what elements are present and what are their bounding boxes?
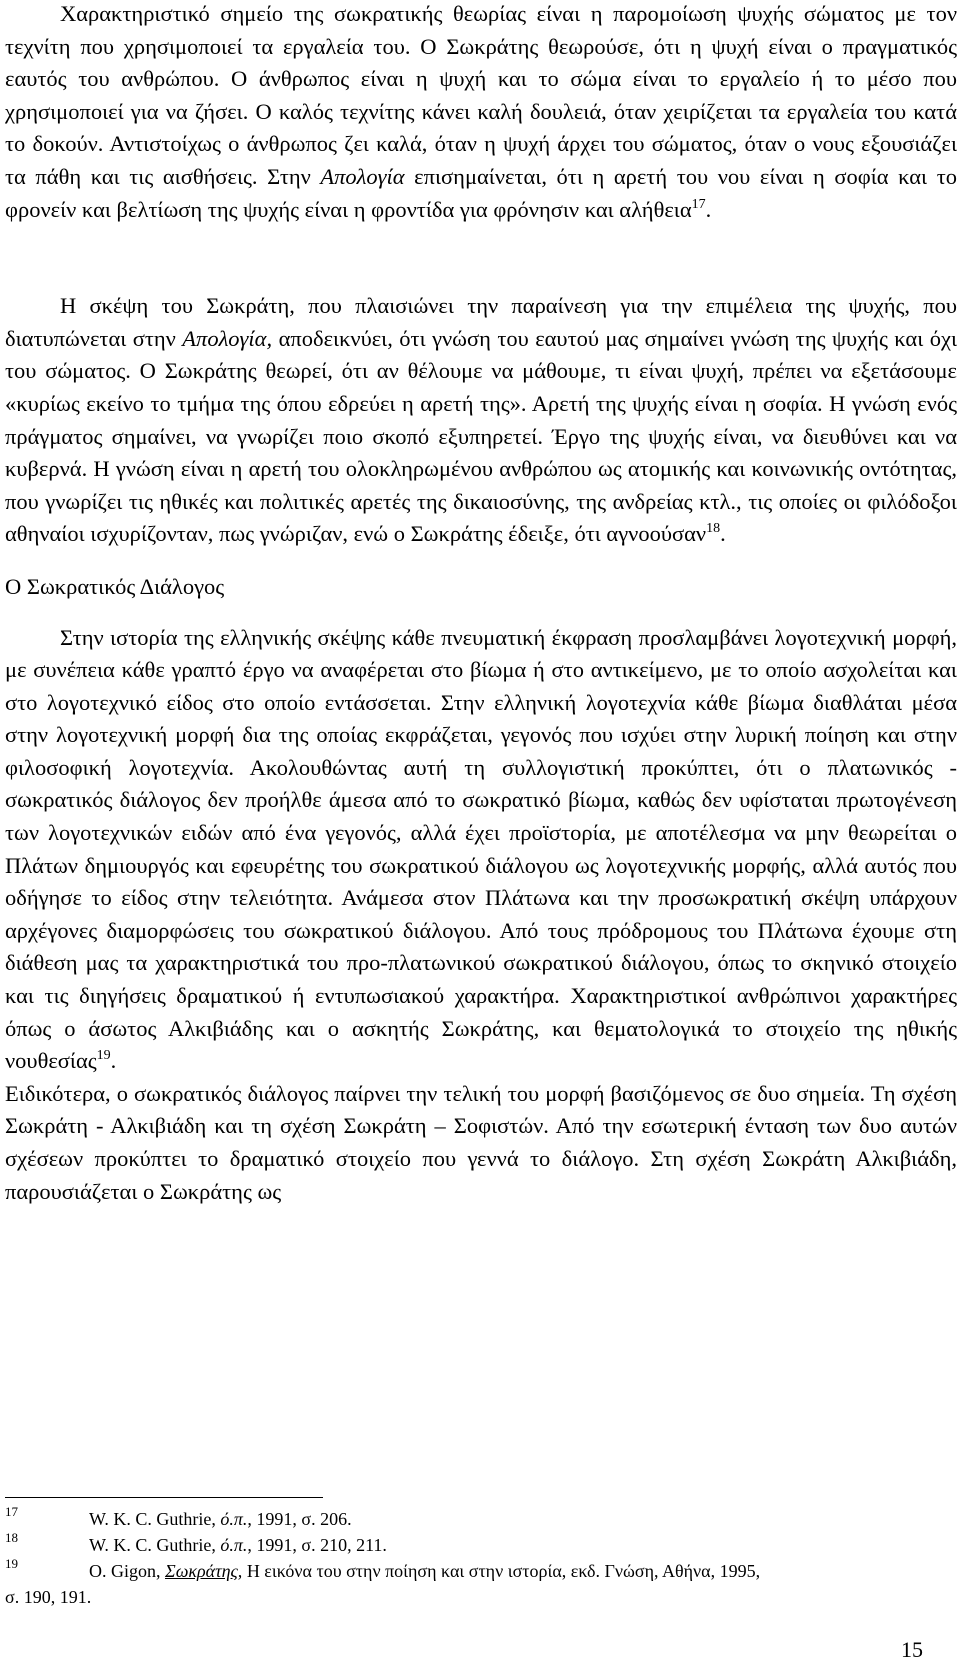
footnote-continuation: σ. 190, 191. [5,1587,92,1607]
paragraph: Χαρακτηριστικό σημείο της σωκρατικής θεωρίας είναι η παρομοίωση ψυχής σώματος με τον τεχνίτη που χρησιμοποιεί τα εργαλεία του. Ο Σωκράτης θεωρούσε, ότι η ψυχή είναι ο πραγματικός εαυτός του ανθρώπου. Ο άνθρωπος είναι η ψυχή και το σώμα είναι το εργαλείο ή το μέσο που χρησιμοποιεί για να ζήσει. Ο καλός τεχνίτης κάνει καλή δουλειά, όταν χειρίζεται τα εργαλεία του κατά το δοκούν. Αντιστοίχως ο άνθρωπος ζει καλά, όταν η ψυχή άρχει του σώματος, όταν ο νους εξουσιάζει τα πάθη και τις αισθήσεις. Στην Απολογία επισημαίνεται, ότι η αρετή του νου είναι η σοφία και το φρονείν και βελτίωση της ψυχής είναι η φροντίδα για φρόνησιν και αλήθεια$^{17}$. [5,1,957,222]
footnote-number: 19 [5,1556,18,1571]
footnote: 18 W. K. C. Guthrie, ό.π., 1991, σ. 210, 211. [5,1532,950,1558]
italic-title: Απολογία [320,163,405,189]
footnote-separator [5,1497,323,1498]
italic-title: Απολογία, [182,325,273,351]
footnote-ref[interactable]: 18 [706,521,721,537]
main-text [5,0,957,1208]
footnote-ref[interactable]: 17 [691,196,706,212]
paragraph: Ειδικότερα, ο σωκρατικός διάλογος παίρνει την τελική του μορφή βασιζόμενος σε δυο σημεία. Τη σχέση Σωκράτη - Αλκιβιάδη και τη σχέση Σωκράτη – Σοφιστών. Από την εσωτερική ένταση των δυο αυτών σχέσεων προκύπτει το δραματικό στοιχείο που γεννά το διάλογο. Στη σχέση Σωκράτη Αλκιβιάδη, παρουσιάζεται ο Σωκράτης ως [5,1080,957,1204]
footnote-number: 18 [5,1530,18,1545]
paragraph: Στην ιστορία της ελληνικής σκέψης κάθε πνευματική έκφραση προσλαμβάνει λογοτεχνική μορφή, με συνέπεια κάθε γραπτό έργο να αναφέρεται στο βίωμα ή στο αντικείμενο, με το οποίο ασχολείται και στο λογοτεχνικό είδος στο οποίο εντάσσεται. Στην ελληνική λογοτεχνία κάθε βίωμα διαθλάται μέσα στην λογοτεχνική μορφή δια της οποίας εκφράζεται, γεγονός που ισχύει στην λυρική ποίηση και στην φιλοσοφική λογοτεχνία. Ακολουθώντας αυτή τη συλλογιστική προκύπτει, ότι ο πλατωνικός - σωκρατικός διάλογος δεν προήλθε άμεσα από το σωκρατικό βίωμα, καθώς δεν υφίσταται πρωτογένεση των λογοτεχνικών ειδών από ένα γεγονός, αλλά έχει προϊστορία, με αποτέλεσμα να μην θεωρείται ο Πλάτων δημιουργός και εφευρέτης του σωκρατικού διάλογου ως λογοτεχνικής μορφής, αλλά αυτός που οδήγησε το είδος στην τελειότητα. Ανάμεσα στον Πλάτωνα και την προσωκρατική σκέψη υπάρχουν αρχέγονες διαμορφώσεις του σωκρατικού διάλογου. Από τους πρόδρομους του Πλάτωνα έχουμε στη διάθεση μας τα χαρακτηριστικά του προ-πλατωνικού σωκρατικού διάλογου, όπως το σκηνικό στοιχείο και τις διηγήσεις δραματικού ή εντυπωσιακού χαρακτήρα. Χαρακτηριστικοί ανθρώπινοι χαρακτήρες όπως ο άσωτος Αλκιβιάδης και ο ασκητής Σωκράτης, και θεματολογικά το στοιχείο της ηθικής νουθεσίας$^{19}$. [5,624,957,1074]
footnotes [5,1506,950,1610]
footnote: 19 O. Gigon, Σωκράτης, Η εικόνα του στην ποίηση και στην ιστορία, εκδ. Γνώση, Αθήνα, 1995, [5,1558,950,1584]
footnote: 17 W. K. C. Guthrie, ό.π., 1991, σ. 206. [5,1506,950,1532]
page-number: 15 [901,1637,923,1662]
footnote-number: 17 [5,1504,18,1519]
paragraph: Η σκέψη του Σωκράτη, που πλαισιώνει την παραίνεση για την επιμέλεια της ψυχής, που διατυπώνεται στην Απολογία, αποδεικνύει, ότι γνώση του εαυτού μας σημαίνει γνώση της ψυχής και όχι του σώματος. Ο Σωκράτης θεωρεί, ότι αν θέλουμε να μάθουμε, τι είναι ψυχή, πρέπει να εξετάσουμε «κυρίως εκείνο το τμήμα της όπου εδρεύει η αρετή της». Αρετή της ψυχής είναι η σοφία. Η γνώση ενός πράγματος σημαίνει, να γνωρίζει ποιο σκοπό εξυπηρετεί. Έργο της ψυχής είναι, να διευθύνει και να κυβερνά. Η γνώση είναι η αρετή του ολοκληρωμένου ανθρώπου ως ατομικής και κοινωνικής οντότητας, που γνωρίζει τις ηθικές και πολιτικές αρετές της δικαιοσύνης, της ανδρείας κτλ., τις οποίες οι φιλόδοξοι αθηναίοι ισχυρίζονταν, πως γνώριζαν, ενώ ο Σωκράτης έδειξε, ότι αγνοούσαν$^{18}$. [5,293,957,547]
section-heading: Ο Σωκρατικός Διάλογος [5,573,225,599]
footnote-ref[interactable]: 19 [96,1048,111,1064]
